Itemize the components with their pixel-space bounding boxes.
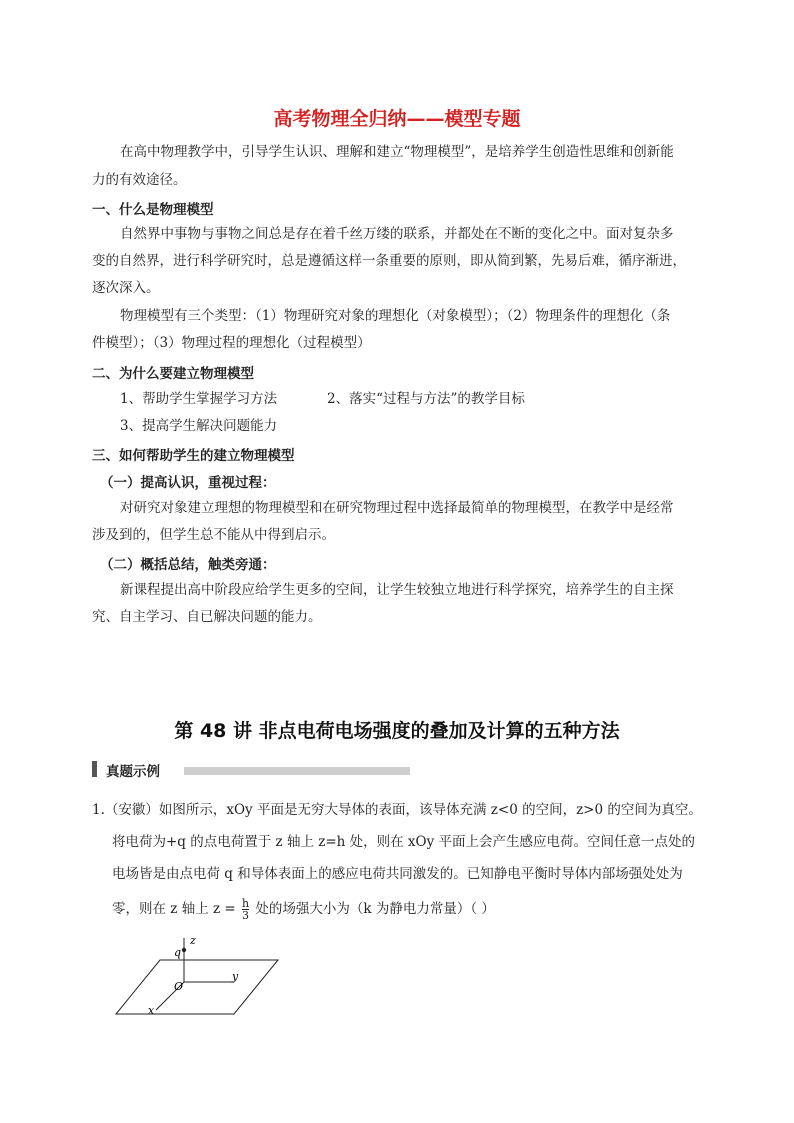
sec1-p1-line-3: 逐次深入。 <box>92 280 160 296</box>
conductor-plane <box>116 960 278 1014</box>
section-label: 真题示例 <box>106 764 160 780</box>
intro-line-1: 在高中物理教学中，引导学生认识、理解和建立“物理模型”，是培养学生创造性思维和创新能 <box>120 144 674 160</box>
sec2-item-3: 3、提高学生解决问题能力 <box>120 418 278 434</box>
point-charge <box>182 948 186 952</box>
sub1-line-2: 涉及到的，但学生总不能从中得到启示。 <box>92 527 335 543</box>
sec2-item-2: 2、落实“过程与方法”的教学目标 <box>327 391 525 407</box>
coordinate-figure <box>112 930 292 1030</box>
sec1-p2-line-1: 物理模型有三个类型：（1）物理研究对象的理想化（对象模型）；（2）物理条件的理想化（条 <box>120 308 671 324</box>
fraction-h-over-3 <box>242 898 249 921</box>
sec1-p1-line-1: 自然界中事物与事物之间总是存在着千丝万缕的联系，并都处在不断的变化之中。面对复杂多 <box>120 226 674 242</box>
section-1-heading: 一、什么是物理模型 <box>92 202 214 218</box>
lecture-title: 第 48 讲 非点电荷电场强度的叠加及计算的五种方法 <box>174 720 620 742</box>
question-line-4-post: 处的场强大小为（k 为静电力常量）（ ） <box>255 901 495 917</box>
subsection-1-heading: （一）提高认识，重视过程： <box>100 475 276 491</box>
section-marker <box>92 761 97 777</box>
sec1-p2-line-2: 件模型）；（3）物理过程的理想化（过程模型） <box>92 335 371 351</box>
sub1-line-1: 对研究对象建立理想的物理模型和在研究物理过程中选择最简单的物理模型，在教学中是经常 <box>120 500 674 516</box>
label-o: O <box>174 980 184 993</box>
question-line-2: 将电荷为+q 的点电荷置于 z 轴上 z=h 处，则在 xOy 平面上会产生感应电荷。空间任意一点处的 <box>112 834 696 850</box>
sec1-p1-line-2: 变的自然界，进行科学研究时，总是遵循这样一条重要的原则，即从简到繁，先易后难，循序渐进， <box>92 253 686 269</box>
fraction-denominator: 3 <box>242 909 250 922</box>
sec2-item-1: 1、帮助学生掌握学习方法 <box>120 391 278 407</box>
sub2-line-1: 新课程提出高中阶段应给学生更多的空间，让学生较独立地进行科学探究，培养学生的自主探 <box>120 582 674 598</box>
label-q: q <box>174 946 182 959</box>
label-z: z <box>190 934 196 947</box>
question-line-4 <box>112 898 495 921</box>
subsection-2-heading: （二）概括总结，触类旁通： <box>100 557 276 573</box>
section-rule <box>184 767 410 775</box>
question-line-3: 电场皆是由点电荷 q 和导体表面上的感应电荷共同激发的。已知静电平衡时导体内部场强处处为 <box>112 866 683 882</box>
label-x: x <box>148 1004 155 1017</box>
question-line-1: 1.（安徽）如图所示，xOy 平面是无穷大导体的表面，该导体充满 z<0 的空间，z>0 的空间为真空。 <box>92 802 702 818</box>
section-2-heading: 二、为什么要建立物理模型 <box>92 366 254 382</box>
intro-line-2: 力的有效途径。 <box>92 172 187 188</box>
sub2-line-2: 究、自主学习、自已解决问题的能力。 <box>92 609 322 625</box>
fraction-numerator: h <box>242 897 250 910</box>
question-line-4-pre: 零，则在 z 轴上 z = <box>112 901 236 917</box>
section-3-heading: 三、如何帮助学生的建立物理模型 <box>92 448 295 464</box>
label-y: y <box>232 970 239 983</box>
doc-title: 高考物理全归纳——模型专题 <box>273 108 521 130</box>
section-bar <box>92 760 412 778</box>
